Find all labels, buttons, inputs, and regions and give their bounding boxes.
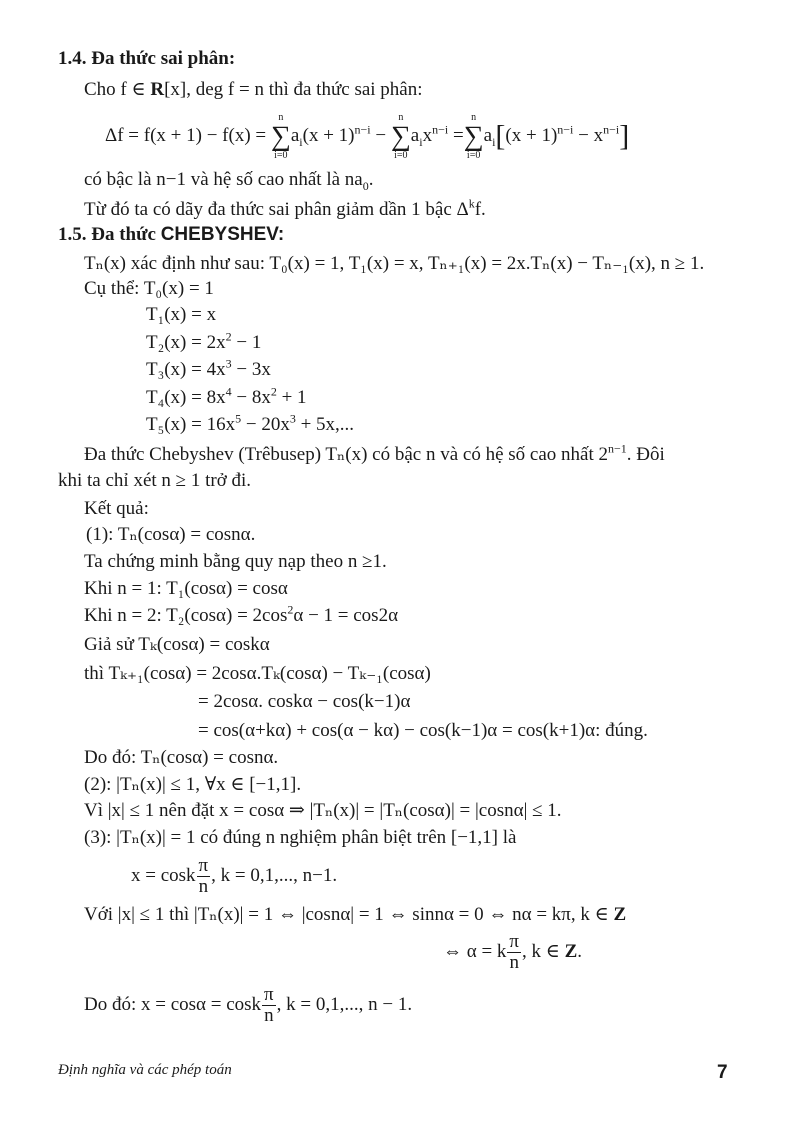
t3-pre: T₃(x) = 4x — [146, 359, 226, 380]
sequence-line-post: f. — [474, 199, 486, 220]
specific-line — [84, 277, 214, 301]
sequence-line-pre: Từ đó ta có dãy đa thức sai phân giảm dần 1 bậc Δ — [84, 199, 469, 220]
step-3-text: = cos(α+kα) + cos(α − kα) − cos(k−1)α = cos(k+1)α: đúng. — [198, 720, 648, 741]
pi-over-n-fraction — [262, 985, 276, 1026]
t3-post: − 3x — [231, 359, 271, 380]
t4-pre: T₄(x) = 8x — [146, 387, 226, 408]
assume-text: Giả sử Tₖ(cosα) = coskα — [84, 634, 270, 655]
term1: a — [290, 125, 300, 146]
minus-sign: − — [375, 125, 387, 146]
step-3-line — [198, 719, 648, 743]
equals-sign: = — [452, 125, 464, 146]
term2-sub: i — [419, 134, 423, 149]
difference-formula — [105, 108, 629, 164]
pi-over-n-fraction — [507, 932, 521, 973]
intro-line — [84, 78, 423, 102]
t1-line — [146, 303, 216, 327]
t5-pre: T₅(x) = 16x — [146, 414, 236, 435]
equiv-pre: ⇔ α = k — [443, 941, 507, 962]
t2-sup: 2 — [225, 329, 232, 344]
t5-post: + 5x,... — [295, 414, 355, 435]
with-line-pre: Với |x| ≤ 1 thì |Tₙ(x)| = 1 ⇔ |cosnα| = 1 ⇔ sinnα = 0 ⇔ nα = kπ, k ∈ — [84, 904, 614, 925]
term1-sub: i — [299, 134, 303, 149]
pi-numerator: π — [264, 984, 274, 1006]
t5-sup1: 5 — [235, 411, 242, 426]
roots-formula-pre: x = cosk — [131, 865, 196, 886]
case-n1 — [84, 577, 288, 601]
page-number-text: 7 — [717, 1062, 728, 1083]
open-bracket: [ — [495, 119, 506, 153]
pi-over-n-fraction — [197, 856, 211, 897]
degree-line — [84, 168, 373, 192]
t5-sup2: 3 — [289, 411, 296, 426]
equiv-post: , k ∈ — [522, 941, 565, 962]
term3-sub: i — [492, 134, 496, 149]
case-n2 — [84, 604, 398, 628]
roots-formula-post: , k = 0,1,..., n−1. — [211, 865, 338, 886]
n-denominator: n — [198, 876, 209, 898]
term2: a — [410, 125, 420, 146]
case-n2-post: α − 1 = cos2α — [293, 605, 399, 626]
intro-pre: Cho f ∈ — [84, 79, 151, 100]
para1-line2: khi ta chỉ xét n ≥ 1 trở đi. — [58, 470, 252, 491]
paragraph-1-line-1 — [84, 443, 665, 467]
page-number — [717, 1061, 728, 1085]
n-denominator: n — [509, 952, 519, 974]
final-pre: Do đó: x = cosα = cosk — [84, 994, 262, 1015]
with-line — [84, 903, 626, 927]
sum-2 — [391, 112, 411, 162]
sum-1-bottom: i=0 — [274, 149, 288, 161]
integers-symbol: Z — [564, 941, 578, 962]
term2-body: x — [422, 125, 433, 146]
sum-3 — [464, 112, 484, 162]
t2-pre: T₂(x) = 2x — [146, 332, 226, 353]
pi-numerator: π — [509, 931, 520, 953]
conclusion-1-text: Do đó: Tₙ(cosα) = cosnα. — [84, 747, 279, 768]
then-text: thì Tₖ₊₁(cosα) = 2cosα.Tₖ(cosα) − Tₖ₋₁(cosα) — [84, 663, 431, 684]
sequence-line-sup: k — [468, 196, 475, 211]
term3-exp: n−i — [557, 122, 574, 137]
definition-line — [84, 252, 704, 276]
sum-3-top: n — [471, 111, 477, 123]
result-2-text: (2): |Tₙ(x)| ≤ 1, ∀x ∈ [−1,1]. — [84, 774, 302, 795]
sum-1 — [271, 112, 291, 162]
intro-post: [x], deg f = n thì đa thức sai phân: — [164, 79, 423, 100]
result-2-proof-text: Vì |x| ≤ 1 nên đặt x = cosα ⇒ |Tₙ(x)| = |Tₙ(cosα)| = |cosnα| ≤ 1. — [84, 800, 562, 821]
case-n1-text: Khi n = 1: T₁(cosα) = cosα — [84, 578, 288, 599]
definition-text: Tₙ(x) xác định như sau: T₀(x) = 1, T₁(x) = x, Tₙ₊₁(x) = 2x.Tₙ(x) − Tₙ₋₁(x), n ≥ 1. — [84, 253, 705, 274]
induction-text: Ta chứng minh bằng quy nạp theo n ≥1. — [84, 551, 387, 572]
step-2-text: = 2cosα. coskα − cos(k−1)α — [198, 691, 411, 712]
roots-formula — [131, 852, 337, 900]
term1-exp: n−i — [354, 122, 371, 137]
sigma-symbol: ∑ — [270, 120, 291, 152]
section-1-4-title: 1.4. Đa thức sai phân: — [58, 48, 236, 69]
t4-sup2: 2 — [270, 384, 277, 399]
t4-mid: − 8x — [231, 387, 271, 408]
term2-exp: n−i — [432, 122, 449, 137]
t5-line — [146, 413, 354, 437]
t4-post: + 1 — [276, 387, 307, 408]
para1-sup: n−1 — [607, 441, 627, 456]
section-1-5-title-num: 1.5. Đa thức — [58, 224, 161, 245]
pi-numerator: π — [198, 855, 209, 877]
step-2-line — [198, 690, 410, 714]
para1-post: . Đôi — [626, 444, 665, 465]
term3-body: (x + 1) — [505, 125, 558, 146]
sequence-line — [84, 198, 486, 222]
term3: a — [483, 125, 493, 146]
intro-real-symbol: R — [150, 79, 165, 100]
equiv-line — [443, 928, 582, 976]
result-label-text: Kết quả: — [84, 498, 149, 519]
t2-post: − 1 — [231, 332, 262, 353]
paragraph-1-line-2 — [58, 469, 251, 493]
result-label — [84, 497, 149, 521]
para1-pre: Đa thức Chebyshev (Trêbusep) Tₙ(x) có bậc n và có hệ số cao nhất 2 — [84, 444, 608, 465]
formula-lhs: Δf = f(x + 1) − f(x) = — [105, 125, 267, 146]
sigma-symbol: ∑ — [390, 120, 411, 152]
sum-1-top: n — [278, 111, 284, 123]
t4-sup1: 4 — [225, 384, 232, 399]
sum-3-bottom: i=0 — [466, 149, 481, 161]
footer-title-text: Định nghĩa và các phép toán — [58, 1062, 232, 1078]
result-1 — [86, 523, 255, 547]
specific-label: Cụ thể: T₀(x) = 1 — [84, 278, 214, 299]
t2-line — [146, 331, 261, 355]
term3-exp2: n−i — [603, 122, 620, 137]
term1-body: (x + 1) — [302, 125, 355, 146]
t4-line — [146, 386, 307, 410]
footer-title — [58, 1058, 232, 1082]
result-1-text: (1): Tₙ(cosα) = cosnα. — [86, 524, 256, 545]
integers-symbol: Z — [613, 904, 627, 925]
t3-sup: 3 — [225, 356, 232, 371]
t5-mid: − 20x — [241, 414, 290, 435]
result-3-text: (3): |Tₙ(x)| = 1 có đúng n nghiệm phân biệt trên [−1,1] là — [84, 827, 517, 848]
conclusion-1 — [84, 746, 278, 770]
equiv-end: . — [577, 941, 583, 962]
section-1-5-title-name: CHEBYSHEV: — [160, 224, 285, 245]
sum-2-top: n — [398, 111, 404, 123]
degree-line-pre: có bậc là n−1 và hệ số cao nhất là na — [84, 169, 363, 190]
degree-line-sub: 0 — [362, 178, 369, 193]
induction-line — [84, 550, 387, 574]
case-n2-sup: 2 — [287, 602, 294, 617]
final-post: , k = 0,1,..., n − 1. — [276, 994, 413, 1015]
case-n2-pre: Khi n = 2: T₂(cosα) = 2cos — [84, 605, 288, 626]
degree-line-post: . — [368, 169, 374, 190]
section-1-5-heading — [58, 223, 284, 247]
section-1-4-heading — [58, 47, 235, 71]
then-line — [84, 662, 431, 686]
close-bracket: ] — [619, 119, 630, 153]
term3-minus: − x — [573, 125, 604, 146]
t1-text: T₁(x) = x — [146, 304, 217, 325]
result-3 — [84, 826, 516, 850]
n-denominator: n — [264, 1005, 274, 1027]
final-line — [84, 981, 412, 1029]
assume-line — [84, 633, 270, 657]
sigma-symbol: ∑ — [463, 120, 484, 152]
t3-line — [146, 358, 271, 382]
sum-2-bottom: i=0 — [394, 149, 408, 161]
result-2-proof — [84, 799, 562, 823]
result-2 — [84, 773, 301, 797]
